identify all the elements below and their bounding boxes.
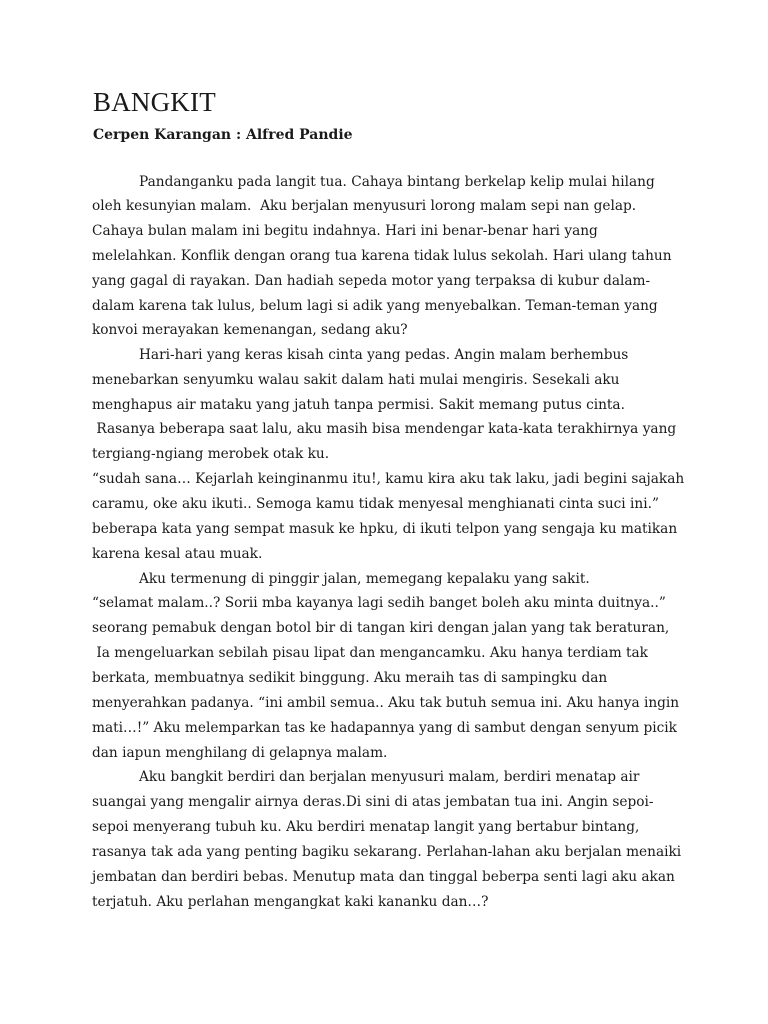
paragraph-first-line: Aku termenung di pinggir jalan, memegang kepalaku yang sakit. xyxy=(139,571,590,587)
text-line: melelahkan. Konflik dengan orang tua karena tidak lulus sekolah. Hari ulang tahun xyxy=(92,248,672,264)
text-line: karena kesal atau muak. xyxy=(92,546,263,562)
text-line: dan iapun menghilang di gelapnya malam. xyxy=(92,745,388,761)
text-line: “sudah sana… Kejarlah keinginanmu itu!, kamu kira aku tak laku, jadi begini sajakah xyxy=(92,471,685,487)
text-line: terjatuh. Aku perlahan mengangkat kaki kananku dan…? xyxy=(92,894,489,910)
text-line: berkata, membuatnya sedikit binggung. Aku meraih tas di sampingku dan xyxy=(92,670,608,686)
paragraph-first-line: Hari-hari yang keras kisah cinta yang pedas. Angin malam berhembus xyxy=(139,347,629,363)
text-line: tergiang-ngiang merobek otak ku. xyxy=(92,446,330,462)
text-line: jembatan dan berdiri bebas. Menutup mata dan tinggal beberpa senti lagi aku akan xyxy=(92,869,675,885)
text-line: menghapus air mataku yang jatuh tanpa permisi. Sakit memang putus cinta. xyxy=(92,397,625,413)
text-line: sepoi menyerang tubuh ku. Aku berdiri menatap langit yang bertabur bintang, xyxy=(92,819,640,835)
text-line: suangai yang mengalir airnya deras.Di sini di atas jembatan tua ini. Angin sepoi- xyxy=(92,794,654,810)
paragraph-first-line: Aku bangkit berdiri dan berjalan menyusuri malam, berdiri menatap air xyxy=(139,769,640,785)
text-line: seorang pemabuk dengan botol bir di tangan kiri dengan jalan yang tak beraturan, xyxy=(92,620,670,636)
text-line: beberapa kata yang sempat masuk ke hpku, di ikuti telpon yang sengaja ku matikan xyxy=(92,521,678,537)
text-line: Ia mengeluarkan sebilah pisau lipat dan mengancamku. Aku hanya terdiam tak xyxy=(92,645,648,661)
story-title: BANGKIT xyxy=(93,87,216,117)
text-line: konvoi merayakan kemenangan, sedang aku? xyxy=(92,322,408,338)
text-line: mati…!” Aku melemparkan tas ke hadapannya yang di sambut dengan senyum picik xyxy=(92,720,677,736)
text-line: caramu, oke aku ikuti.. Semoga kamu tidak menyesal menghianati cinta suci ini.” xyxy=(92,496,659,512)
text-line: menyerahkan padanya. “ini ambil semua.. Aku tak butuh semua ini. Aku hanya ingin xyxy=(92,695,680,711)
text-line: Rasanya beberapa saat lalu, aku masih bisa mendengar kata-kata terakhirnya yang xyxy=(92,421,677,437)
story-author-line: Cerpen Karangan : Alfred Pandie xyxy=(93,127,353,143)
text-line: yang gagal di rayakan. Dan hadiah sepeda motor yang terpaksa di kubur dalam- xyxy=(92,273,651,289)
paragraph-first-line: Pandanganku pada langit tua. Cahaya bintang berkelap kelip mulai hilang xyxy=(139,174,655,190)
text-line: “selamat malam..? Sorii mba kayanya lagi sedih banget boleh aku minta duitnya..” xyxy=(92,595,666,611)
text-line: Cahaya bulan malam ini begitu indahnya. Hari ini benar-benar hari yang xyxy=(92,223,598,239)
text-line: menebarkan senyumku walau sakit dalam hati mulai mengiris. Sesekali aku xyxy=(92,372,620,388)
text-line: dalam karena tak lulus, belum lagi si adik yang menyebalkan. Teman-teman yang xyxy=(92,298,658,314)
text-line: rasanya tak ada yang penting bagiku sekarang. Perlahan-lahan aku berjalan menaiki xyxy=(92,844,682,860)
text-line: oleh kesunyian malam. Aku berjalan menyusuri lorong malam sepi nan gelap. xyxy=(92,198,637,214)
